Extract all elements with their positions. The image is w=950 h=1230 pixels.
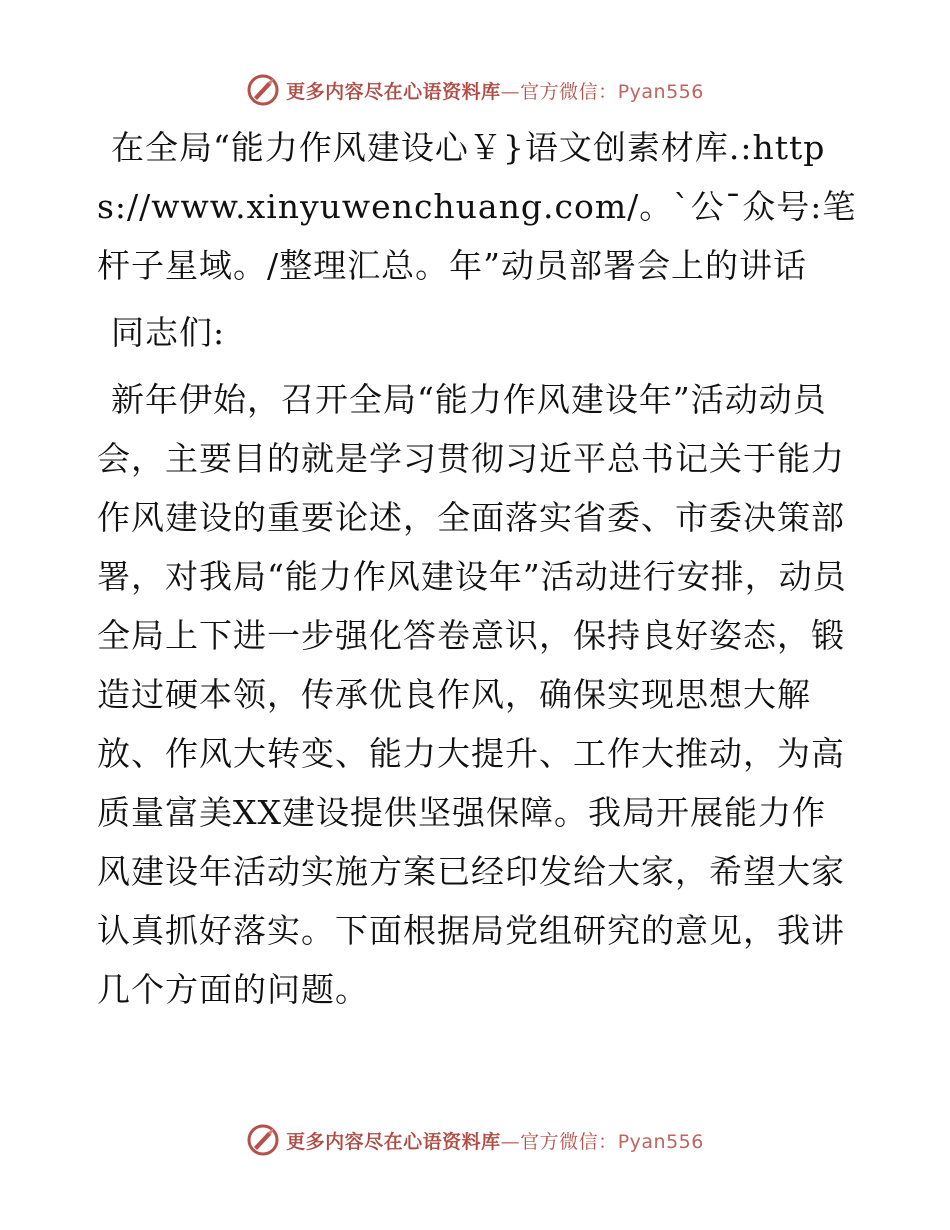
watermark-text — [286, 77, 704, 104]
greeting-text: 同志们: — [111, 313, 226, 352]
watermark-id: Pyan556 — [617, 1130, 704, 1153]
watermark-separator: — — [500, 80, 521, 103]
quill-logo-icon — [246, 1123, 280, 1157]
watermark-main: 更多内容尽在心语资料库 — [286, 80, 501, 103]
document-title-text: 在全局“能力作风建设心￥}语文创素材库.:https://www.xinyuwenchuang.com/。`公¯众号:笔杆子星域。/整理汇总。年”动员部署会上的讲话 — [97, 128, 857, 285]
watermark-contact: 官方微信： — [520, 1130, 618, 1153]
footer-watermark — [0, 1120, 950, 1160]
quill-logo-icon — [246, 73, 280, 107]
body-paragraph — [97, 370, 857, 1019]
watermark-main: 更多内容尽在心语资料库 — [286, 1130, 501, 1153]
watermark-separator: — — [500, 1130, 521, 1153]
greeting — [97, 303, 857, 362]
document-content — [97, 118, 857, 1019]
watermark-id: Pyan556 — [617, 80, 704, 103]
watermark-contact: 官方微信： — [520, 80, 618, 103]
header-watermark — [0, 70, 950, 110]
document-title — [97, 118, 857, 295]
body-text: 新年伊始，召开全局“能力作风建设年”活动动员会，主要目的就是学习贯彻习近平总书记关于能力作风建设的重要论述，全面落实省委、市委决策部署，对我局“能力作风建设年”活动进行安排，动员全局上下进一步强化答卷意识，保持良好姿态，锻造过硬本领，传承优良作风，确保实现思想大解放、作风大转变、能力大提升、工作大推动，为高质量富美XX建设提供坚强保障。我局开展能力作风建设年活动实施方案已经印发给大家，希望大家认真抓好落实。下面根据局党组研究的意见，我讲几个方面的问题。 — [97, 380, 847, 1009]
watermark-text — [286, 1127, 704, 1154]
